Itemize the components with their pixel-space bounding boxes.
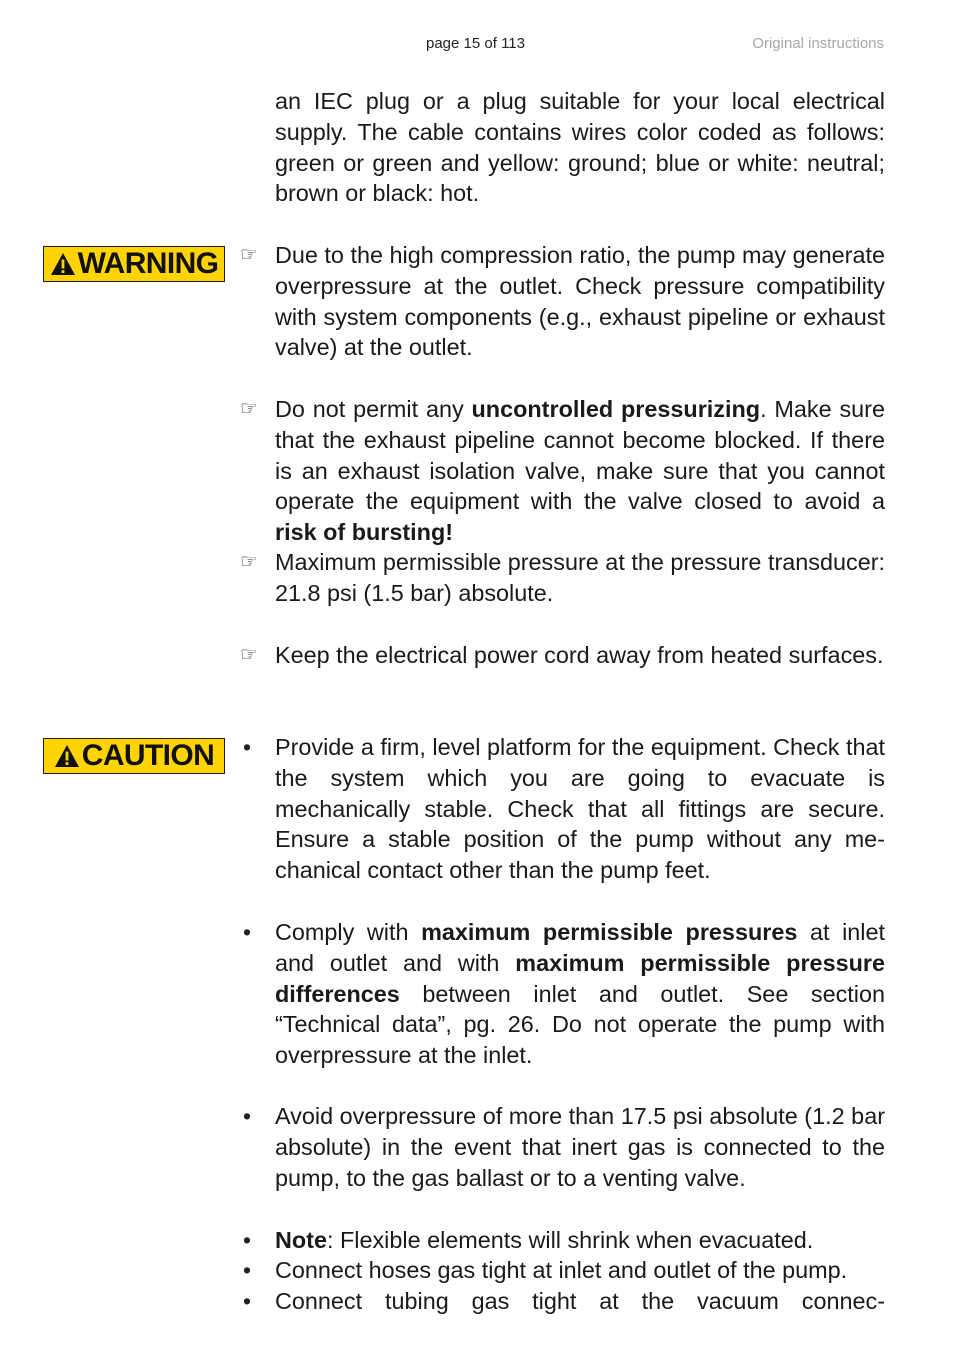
item-text: : Flexible elements will shrink when evacuated.	[326, 1227, 814, 1253]
item-text: Provide a firm, level platform for the equipment. Check that the system which you are going to evacuate is mechanically stable. Check that all fittings are secure. Ensure a stable position of the pump without any mechanical contact other than the pump feet.	[275, 734, 885, 884]
item-text: Keep the electrical power cord away from heated surfaces.	[275, 642, 884, 668]
item-text: Connect hoses gas tight at inlet and outlet of the pump.	[275, 1257, 848, 1283]
bullet-icon: •	[243, 1257, 252, 1283]
pointing-hand-icon: ☞	[240, 398, 258, 420]
item-emphasis: maximum permissible pressure differences	[275, 949, 885, 1007]
bullet-icon: •	[243, 919, 252, 945]
item-text: at inlet and outlet and with	[275, 919, 885, 976]
item-text: Avoid overpressure of more than 17.5 psi absolute (1.2 bar absolute) in the event that inert gas is connected to the pump, to the gas ballast or to a venting valve.	[275, 1103, 885, 1191]
item-text: Comply with	[275, 919, 422, 945]
list-item	[240, 394, 885, 548]
list-item	[243, 1225, 885, 1256]
bullet-icon: •	[243, 1103, 252, 1129]
item-text: Connect tubing gas tight at the vacuum connec-	[275, 1288, 885, 1314]
pointing-hand-icon: ☞	[240, 244, 258, 266]
list-item	[240, 547, 885, 609]
caution-label-text: CAUTION	[81, 739, 215, 772]
item-text: . Make sure that the exhaust pipeline cannot become blocked. If there is an exhaust isolation valve, make sure that you cannot operate the equipment with the valve closed to avoid a	[275, 396, 885, 515]
list-item	[243, 1101, 885, 1193]
warning-label-text: WARNING	[77, 247, 219, 280]
list-item	[243, 1255, 885, 1286]
list-item	[243, 732, 885, 886]
item-text: Due to the high compression ratio, the pump may generate overpressure at the outlet. Check pressure compatibility with system components (e.g., exhaust pipeline or exhaust valve) at the outlet.	[275, 242, 885, 361]
page-header	[0, 35, 954, 55]
list-item	[243, 1286, 885, 1317]
pointing-hand-icon: ☞	[240, 644, 258, 666]
item-emphasis: maximum permissible pressures	[421, 919, 798, 945]
pointing-hand-icon: ☞	[240, 551, 258, 573]
item-text: Do not permit any	[275, 396, 472, 422]
item-emphasis: risk of bursting!	[275, 519, 454, 546]
page-number: page 15 of 113	[426, 35, 525, 52]
warning-triangle-icon	[54, 743, 80, 769]
item-emphasis: uncontrolled pressurizing	[471, 396, 761, 422]
item-emphasis: Note	[275, 1227, 327, 1253]
list-item	[243, 917, 885, 1071]
item-text: Maximum permissible pressure at the pressure transducer: 21.8 psi (1.5 bar) absolute.	[275, 549, 885, 606]
bullet-icon: •	[243, 734, 252, 760]
warning-triangle-icon	[50, 251, 76, 277]
list-item	[240, 640, 885, 671]
item-text: between inlet and outlet. See section “Technical data”, pg. 26. Do not operate the pump with overpressure at the inlet.	[275, 980, 885, 1069]
continuation-paragraph: an IEC plug or a plug suitable for your local electrical supply. The cable contains wires color coded as follows: green or green and yellow: ground; blue or white: neutral; brown or black: hot.	[275, 88, 885, 207]
bullet-icon: •	[243, 1227, 252, 1253]
bullet-icon: •	[243, 1288, 252, 1314]
caution-label	[43, 738, 225, 774]
list-item	[240, 240, 885, 363]
document-type: Original instructions	[752, 35, 884, 52]
warning-label	[43, 246, 225, 282]
